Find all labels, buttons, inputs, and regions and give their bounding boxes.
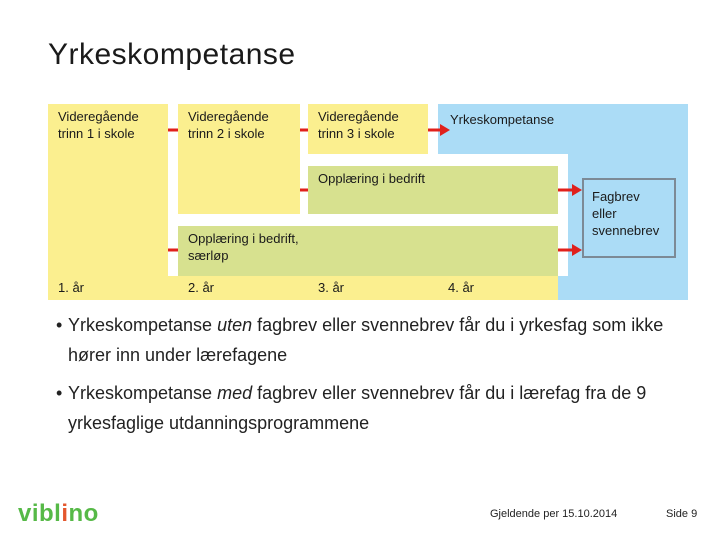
bullet-dot: •: [56, 383, 63, 403]
bullet-text-post: fagbrev eller svennebrev får du i lærefag fra de 9 yrkesfaglige utdanningsprogrammene: [68, 383, 647, 433]
footer-date: Gjeldende per 15.10.2014: [490, 508, 618, 520]
footer-page-number: Side 9: [666, 508, 698, 520]
logo-text-left: vibl: [18, 500, 62, 527]
arrowhead-yrkeskompetanse: [440, 124, 450, 136]
bullet-text-pre: Yrkeskompetanse: [68, 315, 218, 335]
arrowhead-fagbrev-2: [572, 244, 582, 256]
year-label-3: 3. år: [318, 280, 345, 295]
arrowhead-fagbrev-1: [572, 184, 582, 196]
yrkeskompetanse-label: Yrkeskompetanse: [450, 112, 555, 127]
box-vg1: Videregående trinn 1 i skole: [48, 104, 168, 276]
year-label-4: 4. år: [448, 280, 475, 295]
year-bar-blue: [558, 276, 688, 300]
vilbo-logo: [18, 500, 99, 528]
bullet-dot: •: [56, 315, 63, 335]
year-label-1: 1. år: [58, 280, 85, 295]
box-opplaering-bedrift: Opplæring i bedrift: [308, 166, 558, 214]
education-path-diagram: [48, 104, 688, 300]
box-vg2: Videregående trinn 2 i skole: [178, 104, 300, 214]
logo-text-mid: i: [61, 500, 69, 527]
bullet-text-em: uten: [217, 315, 253, 335]
bullet-text-em: med: [217, 383, 253, 403]
bullet-text-pre: Yrkeskompetanse: [68, 383, 218, 403]
page-title: Yrkeskompetanse: [48, 38, 296, 71]
bullet-list: [48, 310, 688, 446]
bullet-item: [48, 378, 688, 438]
bullet-item: [48, 310, 688, 370]
logo-text-right: no: [68, 500, 99, 527]
year-bar: [48, 276, 558, 300]
year-label-2: 2. år: [188, 280, 215, 295]
box-vg3: Videregående trinn 3 i skole: [308, 104, 428, 154]
box-opplaering-saerlop: Opplæring i bedrift, særløp: [178, 226, 558, 276]
box-fagbrev: Fagbrev eller svennebrev: [582, 178, 676, 258]
bullet-text-post: fagbrev eller svennebrev får du i yrkesfag som ikke hører inn under lærefagene: [68, 315, 664, 365]
flow-arrows: [48, 104, 688, 300]
